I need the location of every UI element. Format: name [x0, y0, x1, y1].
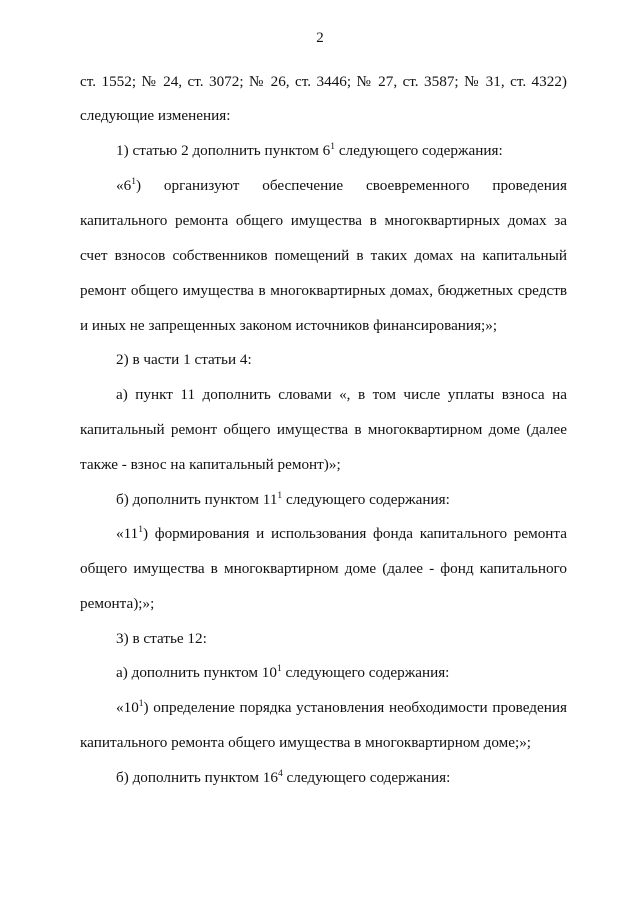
- text-span: ) формирования и использования фонда капитального ремонта: [142, 525, 567, 542]
- text-span: «11: [116, 525, 139, 542]
- superscript: 1: [131, 177, 136, 187]
- sub-item-b: [116, 490, 567, 510]
- sub-item-a: а) пункт 11 дополнить словами «, в том числе уплаты взноса на: [116, 386, 567, 403]
- text-line: общего имущества в многоквартирном доме (далее - фонд капитального: [80, 560, 567, 577]
- text-span: следующего содержания:: [282, 491, 450, 508]
- superscript: 1: [277, 491, 283, 501]
- superscript: 1: [330, 142, 336, 152]
- text-line: капитального ремонта общего имущества в многоквартирных домах за: [80, 212, 567, 229]
- text-line: счет взносов собственников помещений в таких домах на капитальный: [80, 247, 567, 264]
- superscript: 1: [138, 525, 143, 535]
- text-span: «10: [116, 699, 139, 716]
- quoted-point-6-1: [116, 176, 567, 196]
- text-span: ) определение порядка установления необходимости проведения: [143, 699, 567, 716]
- text-span: ) организуют обеспечение своевременного проведения: [135, 177, 567, 194]
- text-line: ремонт общего имущества в многоквартирных домах, бюджетных средств: [80, 282, 567, 299]
- text-span: следующего содержания:: [335, 142, 503, 159]
- text-line: и иных не запрещенных законом источников финансирования;»;: [80, 317, 498, 334]
- text-span: 1) статью 2 дополнить пунктом 6: [116, 142, 331, 159]
- text-line: капитальный ремонт общего имущества в многоквартирном доме (далее: [80, 421, 567, 438]
- text-span: б) дополнить пунктом 16: [116, 769, 278, 786]
- text-span: следующего содержания:: [282, 769, 451, 786]
- superscript: 1: [277, 664, 282, 674]
- text-span: следующего содержания:: [281, 664, 450, 681]
- list-item-2: 2) в части 1 статьи 4:: [116, 351, 252, 368]
- list-item-1: [116, 141, 567, 161]
- text-line: капитального ремонта общего имущества в многоквартирном доме;»;: [80, 734, 532, 751]
- sub-item-a: [116, 663, 567, 683]
- text-line: следующие изменения:: [80, 107, 231, 124]
- quoted-point-10-1: [116, 698, 567, 718]
- sub-item-b: [116, 768, 567, 788]
- text-span: б) дополнить пунктом 11: [116, 491, 278, 508]
- page-number: 2: [316, 30, 324, 46]
- text-span: «6: [116, 177, 132, 194]
- quoted-point-11-1: [116, 524, 567, 544]
- text-line: также - взнос на капитальный ремонт)»;: [80, 456, 341, 473]
- text-line: ст. 1552; № 24, ст. 3072; № 26, ст. 3446; № 27, ст. 3587; № 31, ст. 4322): [80, 73, 567, 90]
- text-span: а) дополнить пунктом 10: [116, 664, 277, 681]
- superscript: 1: [138, 699, 144, 709]
- text-line: ремонта);»;: [80, 595, 155, 612]
- superscript: 4: [277, 769, 283, 779]
- list-item-3: 3) в статье 12:: [116, 630, 207, 647]
